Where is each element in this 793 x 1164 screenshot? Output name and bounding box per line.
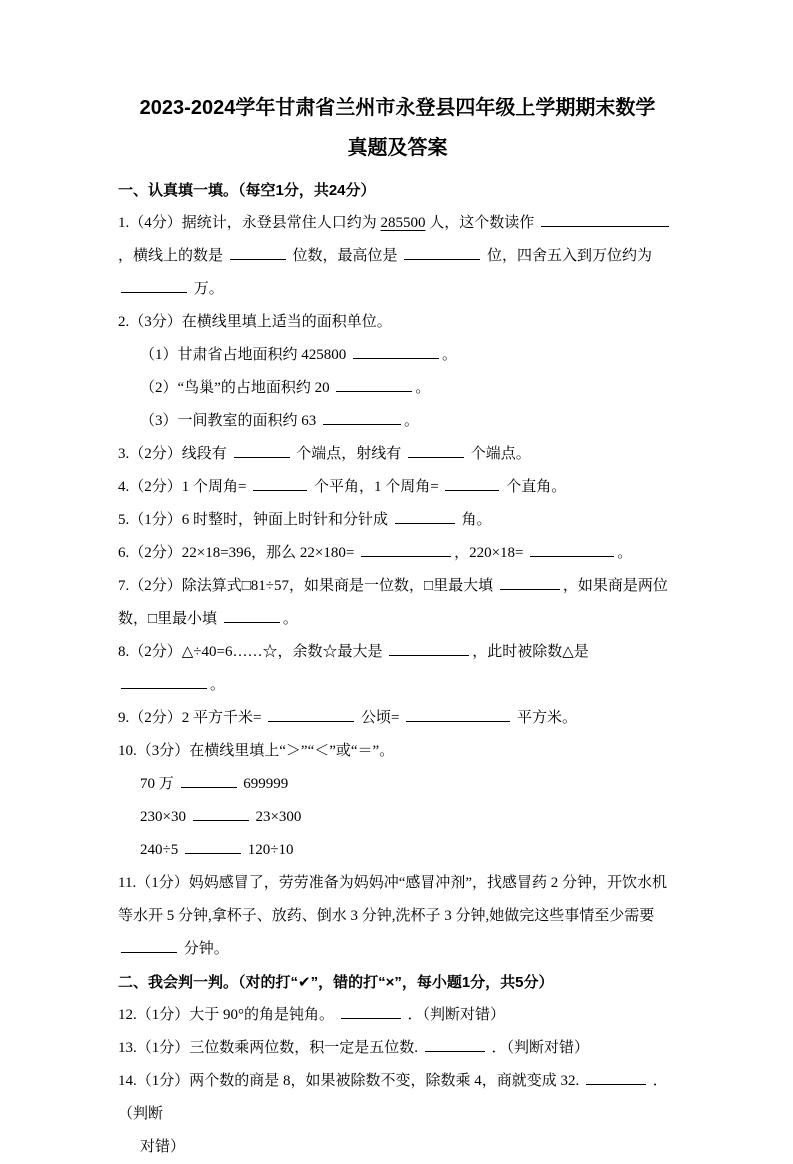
question-text: ．（判断对错） bbox=[487, 1040, 590, 1056]
exam-content bbox=[118, 174, 677, 1164]
answer-blank bbox=[230, 246, 286, 260]
question-paragraph bbox=[118, 504, 677, 537]
answer-blank bbox=[336, 378, 412, 392]
answer-blank bbox=[395, 510, 455, 524]
question-paragraph bbox=[118, 471, 677, 504]
section-items bbox=[118, 999, 677, 1164]
question-paragraph bbox=[140, 801, 677, 834]
question-text: 公顷= bbox=[357, 710, 404, 726]
question-text: 万。 bbox=[190, 281, 224, 297]
question-text: ，如果商是两位数，□里最小填 bbox=[118, 578, 668, 627]
underlined-number: 285500 bbox=[380, 215, 426, 231]
section-heading: 二、我会判一判。（对的打“✔”，错的打“×”，每小题1分，共5分） bbox=[118, 974, 554, 991]
question-text: 240÷5 bbox=[140, 842, 182, 858]
answer-blank bbox=[353, 345, 439, 359]
question-text: ，此时被除数△是 bbox=[472, 644, 589, 660]
question-text: 699999 bbox=[239, 776, 289, 792]
question-text: 12.（1分）大于 90°的角是钝角。 bbox=[118, 1007, 338, 1023]
question-text: 。 bbox=[617, 545, 633, 561]
question-text: ，220×18= bbox=[454, 545, 528, 561]
question-paragraph bbox=[118, 636, 677, 702]
exam-section bbox=[118, 966, 677, 1164]
question-text: ，横线上的数是 bbox=[118, 248, 227, 264]
exam-section bbox=[118, 174, 677, 966]
question-text: 10.（3分）在横线里填上“＞”“＜”或“＝”。 bbox=[118, 743, 395, 759]
answer-blank bbox=[121, 675, 207, 689]
question-text: 11.（1分）妈妈感冒了，劳劳准备为妈妈冲“感冒冲剂”，找感冒药 2 分钟，开饮水机等水开 5 分钟,拿杯子、放药、倒水 3 分钟,洗杯子 3 分钟,她做完这些事情至少需要 bbox=[118, 875, 668, 924]
question-text: 13.（1分）三位数乘两位数，积一定是五位数. bbox=[118, 1040, 422, 1056]
answer-blank bbox=[323, 411, 401, 425]
answer-blank bbox=[341, 1005, 401, 1019]
answer-blank bbox=[404, 246, 480, 260]
answer-blank bbox=[234, 444, 290, 458]
question-text: 5.（1分）6 时整时，钟面上时针和分针成 bbox=[118, 512, 392, 528]
question-text: 230×30 bbox=[140, 809, 190, 825]
question-text: 3.（2分）线段有 bbox=[118, 446, 231, 462]
question-text: ．（判断 bbox=[118, 1073, 668, 1122]
question-text: 。 bbox=[404, 413, 420, 429]
question-text: 6.（2分）22×18=396，那么 22×180= bbox=[118, 545, 359, 561]
question-paragraph bbox=[118, 570, 677, 636]
question-text: 个端点。 bbox=[467, 446, 531, 462]
question-text: （2）“鸟巢”的占地面积约 20 bbox=[140, 380, 334, 396]
section-heading: 一、认真填一填。（每空1分，共24分） bbox=[118, 182, 376, 199]
page-title bbox=[118, 88, 677, 168]
question-text: （1）甘肃省占地面积约 425800 bbox=[140, 347, 351, 363]
question-text: 。 bbox=[415, 380, 431, 396]
question-paragraph bbox=[140, 405, 677, 438]
question-text: 角。 bbox=[457, 512, 492, 528]
question-paragraph bbox=[118, 306, 677, 339]
question-text: 23×300 bbox=[251, 809, 302, 825]
question-text: 8.（2分）△÷40=6……☆，余数☆最大是 bbox=[118, 644, 387, 660]
question-paragraph bbox=[118, 999, 677, 1032]
question-text: 位数，最高位是 bbox=[288, 248, 402, 264]
question-text: 个端点，射线有 bbox=[292, 446, 406, 462]
answer-blank bbox=[389, 642, 469, 656]
question-paragraph bbox=[140, 834, 677, 867]
question-text: 。 bbox=[282, 611, 298, 627]
question-text: 1.（4分）据统计，永登县常住人口约为 bbox=[118, 215, 381, 231]
answer-blank bbox=[253, 477, 307, 491]
answer-blank bbox=[425, 1038, 485, 1052]
question-text: （3）一间教室的面积约 63 bbox=[140, 413, 321, 429]
answer-blank bbox=[500, 576, 560, 590]
question-paragraph bbox=[140, 768, 677, 801]
answer-blank bbox=[185, 840, 241, 854]
question-text: 。 bbox=[442, 347, 458, 363]
question-paragraph bbox=[118, 537, 677, 570]
answer-blank bbox=[181, 774, 237, 788]
question-paragraph bbox=[140, 339, 677, 372]
question-text: 7.（2分）除法算式□81÷57，如果商是一位数，□里最大填 bbox=[118, 578, 497, 594]
answer-blank bbox=[121, 939, 177, 953]
question-text: 人，这个数读作 bbox=[425, 215, 539, 231]
title-line-1: 2023-2024学年甘肃省兰州市永登县四年级上学期期末数学 bbox=[139, 97, 656, 119]
question-text: 4.（2分）1 个周角= bbox=[118, 479, 251, 495]
answer-blank bbox=[406, 708, 510, 722]
question-paragraph bbox=[140, 1131, 677, 1164]
question-text: 。 bbox=[210, 677, 226, 693]
question-text: 9.（2分）2 平方千米= bbox=[118, 710, 266, 726]
answer-blank bbox=[445, 477, 499, 491]
title-line-2: 真题及答案 bbox=[347, 137, 448, 159]
answer-blank bbox=[193, 807, 249, 821]
question-text: 120÷10 bbox=[243, 842, 294, 858]
answer-blank bbox=[224, 609, 280, 623]
question-paragraph bbox=[118, 867, 677, 966]
answer-blank bbox=[586, 1071, 646, 1085]
question-text: 2.（3分）在横线里填上适当的面积单位。 bbox=[118, 314, 392, 330]
section-items bbox=[118, 207, 677, 966]
question-paragraph bbox=[118, 1032, 677, 1065]
question-text: 70 万 bbox=[140, 776, 178, 792]
answer-blank bbox=[121, 279, 187, 293]
question-paragraph bbox=[118, 1065, 677, 1131]
answer-blank bbox=[268, 708, 354, 722]
answer-blank bbox=[408, 444, 464, 458]
question-paragraph bbox=[118, 207, 677, 306]
question-text: 个直角。 bbox=[502, 479, 567, 495]
question-text: 个平角，1 个周角= bbox=[310, 479, 443, 495]
question-paragraph bbox=[118, 735, 677, 768]
question-paragraph bbox=[118, 702, 677, 735]
answer-blank bbox=[541, 213, 669, 227]
question-text: 位，四舍五入到万位约为 bbox=[483, 248, 653, 264]
question-text: ．（判断对错） bbox=[403, 1007, 506, 1023]
question-text: 平方米。 bbox=[513, 710, 577, 726]
question-paragraph bbox=[140, 372, 677, 405]
question-text: 14.（1分）两个数的商是 8，如果被除数不变，除数乘 4，商就变成 32. bbox=[118, 1073, 584, 1089]
answer-blank bbox=[361, 543, 451, 557]
question-text: 分钟。 bbox=[180, 941, 229, 957]
answer-blank bbox=[530, 543, 614, 557]
question-paragraph bbox=[118, 438, 677, 471]
question-text: 对错） bbox=[140, 1139, 186, 1155]
